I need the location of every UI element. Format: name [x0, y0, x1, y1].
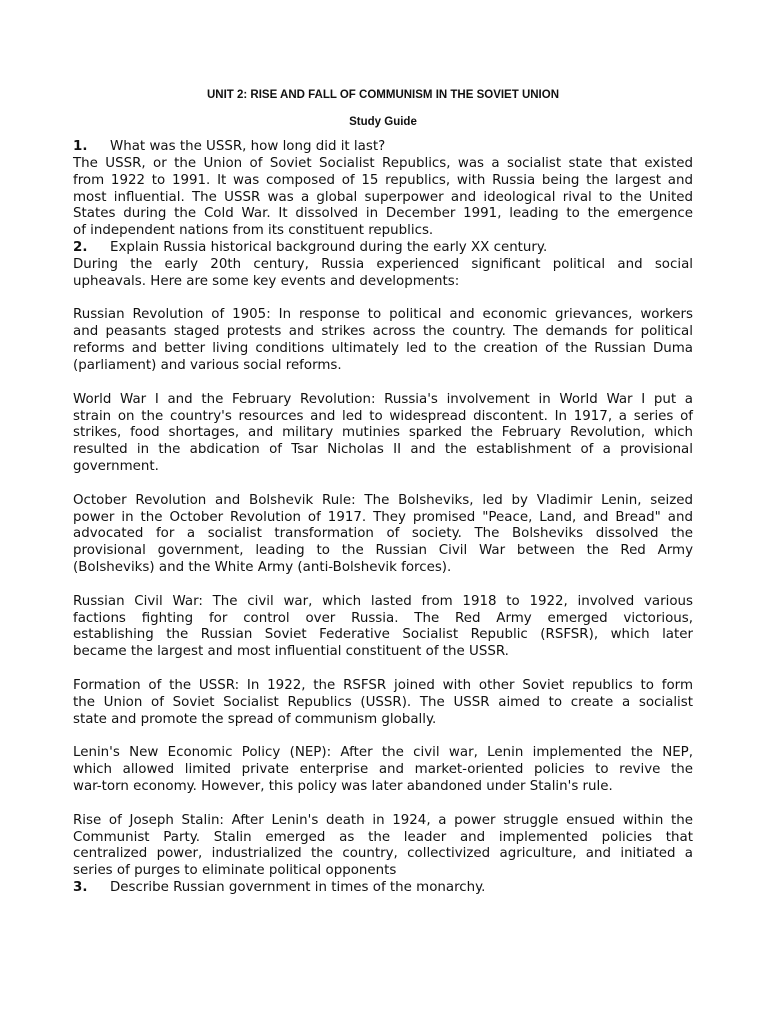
paragraph — [73, 493, 693, 577]
paragraph-line: upheavals. Here are some key events and developments: — [73, 273, 460, 289]
paragraph — [73, 813, 693, 880]
paragraph-line: provisional government, leading to the Russian Civil War between the Red Army — [73, 543, 693, 559]
question-text: What was the USSR, how long did it last? — [110, 139, 386, 154]
paragraph-line: establishing the Russian Soviet Federative Socialist Republic (RSFSR), which later — [73, 627, 693, 643]
paragraph-line: factions fighting for control over Russia. The Red Army emerged victorious, — [73, 610, 693, 626]
paragraph — [73, 392, 693, 476]
paragraph-line: resulted in the abdication of Tsar Nicholas II and the establishment of a provisional — [73, 442, 693, 458]
document-body — [73, 139, 693, 897]
question-number: 2. — [73, 240, 88, 256]
paragraph-line: which allowed limited private enterprise and market-oriented policies to revive the — [73, 762, 693, 778]
paragraph — [73, 156, 693, 240]
document-page — [73, 86, 693, 897]
paragraph-line: Formation of the USSR: In 1922, the RSFSR joined with other Soviet republics to form — [73, 678, 693, 693]
question — [73, 139, 693, 156]
paragraph-line: The USSR, or the Union of Soviet Socialist Republics, was a socialist state that existed — [73, 155, 693, 171]
blank-line — [73, 796, 693, 813]
paragraph-line: state and promote the spread of communism globally. — [73, 711, 437, 727]
blank-line — [73, 476, 693, 493]
paragraph-line: strain on the country's resources and led to widespread discontent. In 1917, a series of — [73, 408, 693, 424]
paragraph — [73, 745, 693, 796]
blank-line — [73, 375, 693, 392]
blank-line — [73, 577, 693, 594]
paragraph-line: World War I and the February Revolution: Russia's involvement in World War I put a — [73, 391, 693, 407]
paragraph-line: power in the October Revolution of 1917. They promised "Peace, Land, and Bread" and — [73, 509, 693, 525]
blank-line — [73, 291, 693, 308]
paragraph — [73, 678, 693, 729]
paragraph-line: advocated for a socialist transformation of society. The Bolsheviks dissolved the — [73, 526, 693, 542]
paragraph-line: of independent nations from its constituent republics. — [73, 223, 434, 239]
paragraph-line: reforms and better living conditions ultimately led to the creation of the Russian Duma — [73, 341, 693, 357]
paragraph — [73, 307, 693, 374]
paragraph-line: war-torn economy. However, this policy was later abandoned under Stalin's rule. — [73, 779, 613, 795]
paragraph-line: strikes, food shortages, and military mutinies sparked the February Revolution, which — [73, 425, 693, 441]
paragraph-line: Rise of Joseph Stalin: After Lenin's death in 1924, a power struggle ensued within the — [73, 812, 693, 828]
paragraph-line: Russian Revolution of 1905: In response to political and economic grievances, workers — [73, 307, 693, 323]
paragraph-line: series of purges to eliminate political opponents — [73, 863, 397, 879]
paragraph-line: Russian Civil War: The civil war, which lasted from 1918 to 1922, involved various — [73, 593, 693, 609]
paragraph-line: Lenin's New Economic Policy (NEP): After the civil war, Lenin implemented the NEP, — [73, 745, 693, 761]
paragraph-line: (Bolsheviks) and the White Army (anti-Bolshevik forces). — [73, 560, 452, 576]
paragraph-line: from 1922 to 1991. It was composed of 15 republics, with Russia being the largest and — [73, 172, 693, 188]
paragraph-line: States during the Cold War. It dissolved in December 1991, leading to the emergence — [73, 206, 693, 222]
paragraph — [73, 257, 693, 291]
paragraph-line: the Union of Soviet Socialist Republics (USSR). The USSR aimed to create a socialist — [73, 694, 693, 710]
document-subtitle: Study Guide — [349, 116, 417, 128]
paragraph-line: During the early 20th century, Russia experienced significant political and social — [73, 256, 693, 272]
blank-line — [73, 661, 693, 678]
question-text: Explain Russia historical background during the early XX century. — [110, 240, 548, 256]
question-number: 3. — [73, 880, 88, 896]
question — [73, 240, 693, 257]
paragraph-line: most influential. The USSR was a global superpower and ideological rival to the United — [73, 189, 693, 205]
document-title: UNIT 2: RISE AND FALL OF COMMUNISM IN THE SOVIET UNION — [206, 89, 560, 101]
paragraph-line: (parliament) and various social reforms. — [73, 357, 342, 373]
paragraph-line: October Revolution and Bolshevik Rule: The Bolsheviks, led by Vladimir Lenin, seized — [73, 492, 693, 508]
question-number: 1. — [73, 139, 88, 154]
question — [73, 880, 693, 897]
paragraph-line: Communist Party. Stalin emerged as the leader and implemented policies that — [73, 829, 693, 845]
paragraph-line: centralized power, industrialized the country, collectivized agriculture, and initiated a — [73, 846, 693, 862]
question-text: Describe Russian government in times of the monarchy. — [110, 880, 486, 896]
paragraph-line: and peasants staged protests and strikes across the country. The demands for political — [73, 324, 693, 340]
paragraph-line: became the largest and most influential constituent of the USSR. — [73, 644, 509, 660]
paragraph — [73, 594, 693, 661]
blank-line — [73, 729, 693, 746]
paragraph-line: government. — [73, 459, 159, 475]
